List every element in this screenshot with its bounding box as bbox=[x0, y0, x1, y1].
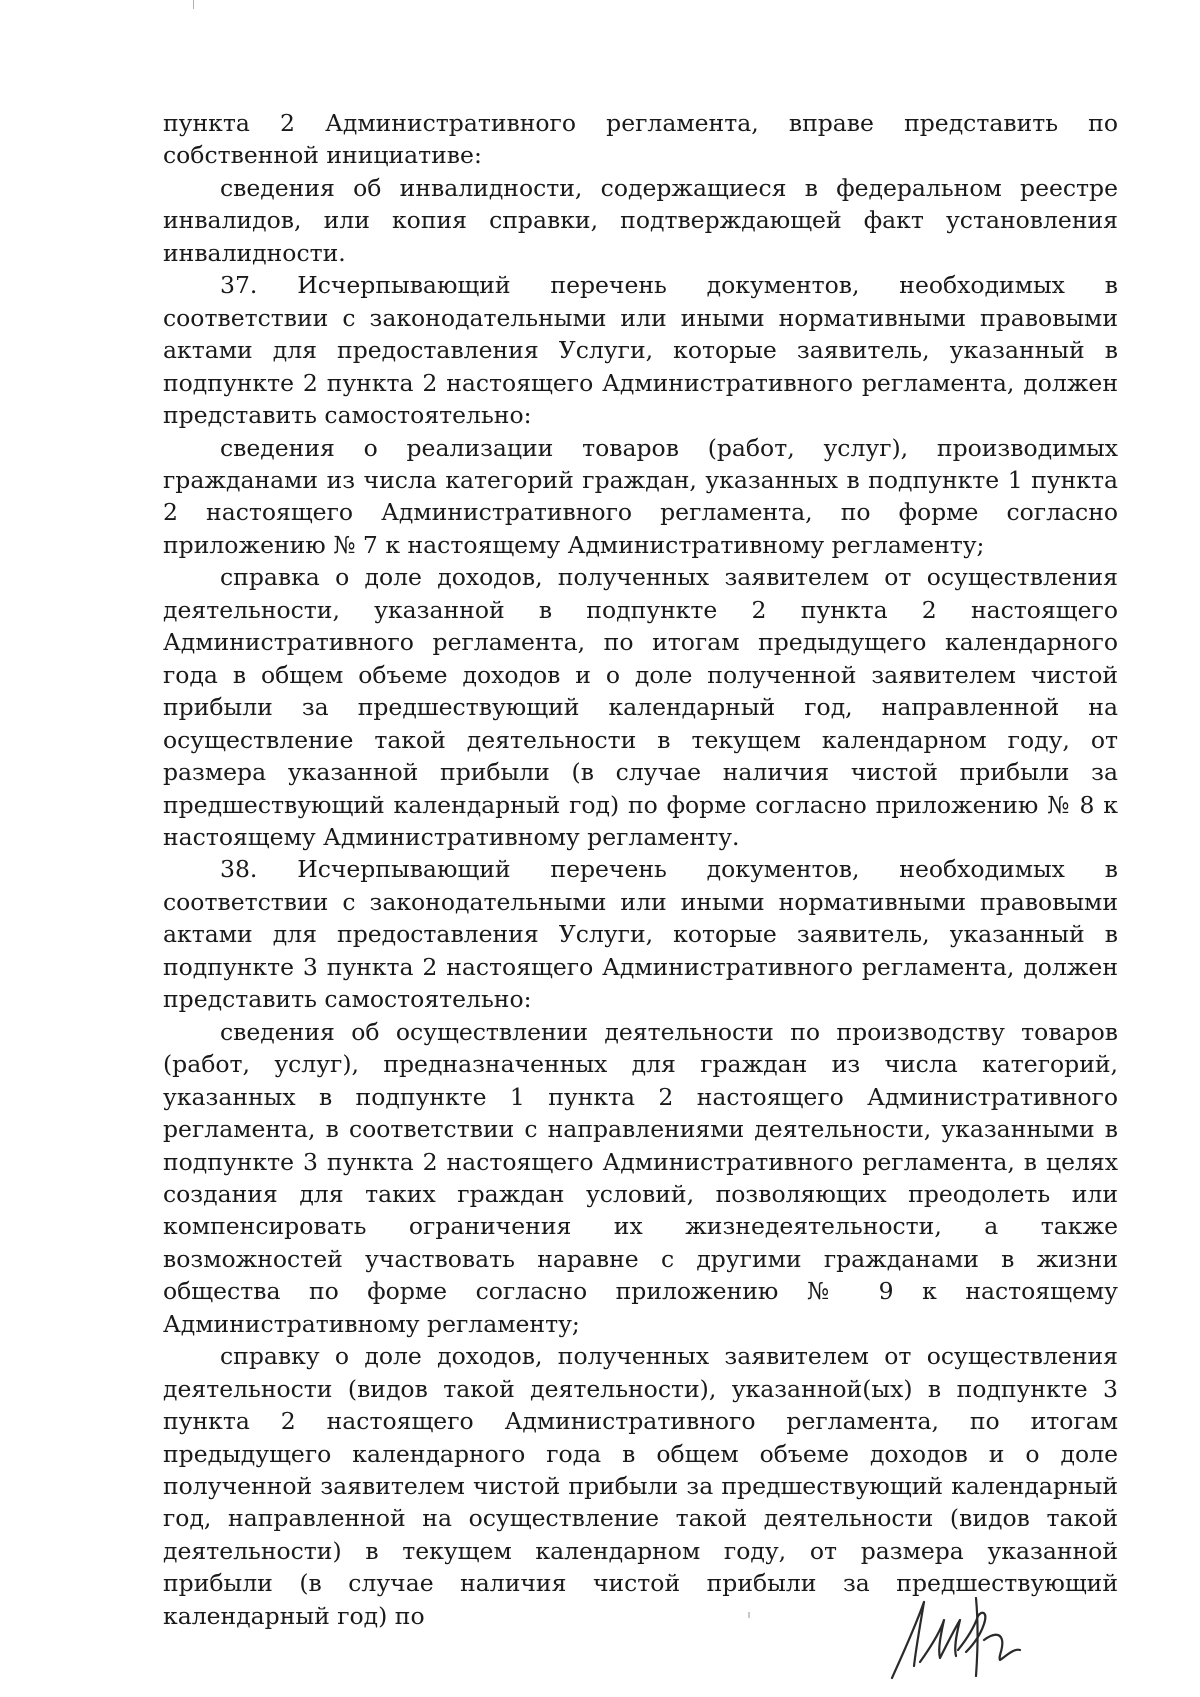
scan-artifact-dot bbox=[748, 1612, 750, 1618]
paragraph-disability-info: сведения об инвалидности, содержащиеся в федеральном реестре инвалидов, или копия справки, подтверждающей факт установления инвалидности. bbox=[163, 173, 1118, 267]
paragraph-activity-info: сведения об осуществлении деятельности по производству товаров (работ, услуг), предназначенных для граждан из числа категорий, указанных в подпункте 1 пункта 2 настоящего Административного регламента, в соответствии с направлениями деятельности, указанными в подпункте 3 пункта 2 настоящего Административного регламента, в целях создания для таких граждан условий, позволяющих преодолеть или компенсировать ограничения их жизнедеятельности, а также возможностей участвовать наравне с другими гражданами в жизни общества по форме согласно приложению № 9 к настоящему Административному регламенту; bbox=[163, 1017, 1118, 1338]
paragraph-item-37: 37. Исчерпывающий перечень документов, необходимых в соответствии с законодательными или иными нормативными правовыми актами для предоставления Услуги, которые заявитель, указанный в подпункте 2 пункта 2 настоящего Административного регламента, должен представить самостоятельно: bbox=[163, 271, 1118, 430]
document-body bbox=[163, 107, 1118, 1632]
handwritten-signature-icon bbox=[880, 1590, 1040, 1685]
paragraph-sales-info: сведения о реализации товаров (работ, услуг), производимых гражданами из числа категорий граждан, указанных в подпункте 1 пункта 2 настоящего Административного регламента, по форме согласно приложению № 7 к настоящему Административному регламенту; bbox=[163, 433, 1118, 559]
paragraph-income-certificate: справка о доле доходов, полученных заявителем от осуществления деятельности, указанной в подпункте 2 пункта 2 настоящего Административного регламента, по итогам предыдущего календарного года в общем объеме доходов и о доле полученной заявителем чистой прибыли за предшествующий календарный год, направленной на осуществление такой деятельности в текущем календарном году, от размера указанной прибыли (в случае наличия чистой прибыли за предшествующий календарный год) по форме согласно приложению № 8 к настоящему Административному регламенту. bbox=[163, 563, 1118, 851]
paragraph-item-38: 38. Исчерпывающий перечень документов, необходимых в соответствии с законодательными или иными нормативными правовыми актами для предоставления Услуги, которые заявитель, указанный в подпункте 3 пункта 2 настоящего Административного регламента, должен представить самостоятельно: bbox=[163, 855, 1118, 1014]
scan-artifact-mark bbox=[193, 0, 194, 9]
paragraph-continuation: пункта 2 Административного регламента, вправе представить по собственной инициативе: bbox=[163, 109, 1118, 170]
paragraph-income-certificate-2: справку о доле доходов, полученных заявителем от осуществления деятельности (видов такой деятельности), указанной(ых) в подпункте 3 пункта 2 настоящего Административного регламента, по итогам предыдущего календарного года в общем объеме доходов и о доле полученной заявителем чистой прибыли за предшествующий календарный год, направленной на осуществление такой деятельности (видов такой деятельности) в текущем календарном году, от размера указанной прибыли (в случае наличия чистой прибыли за предшествующий календарный год) по bbox=[163, 1342, 1118, 1630]
